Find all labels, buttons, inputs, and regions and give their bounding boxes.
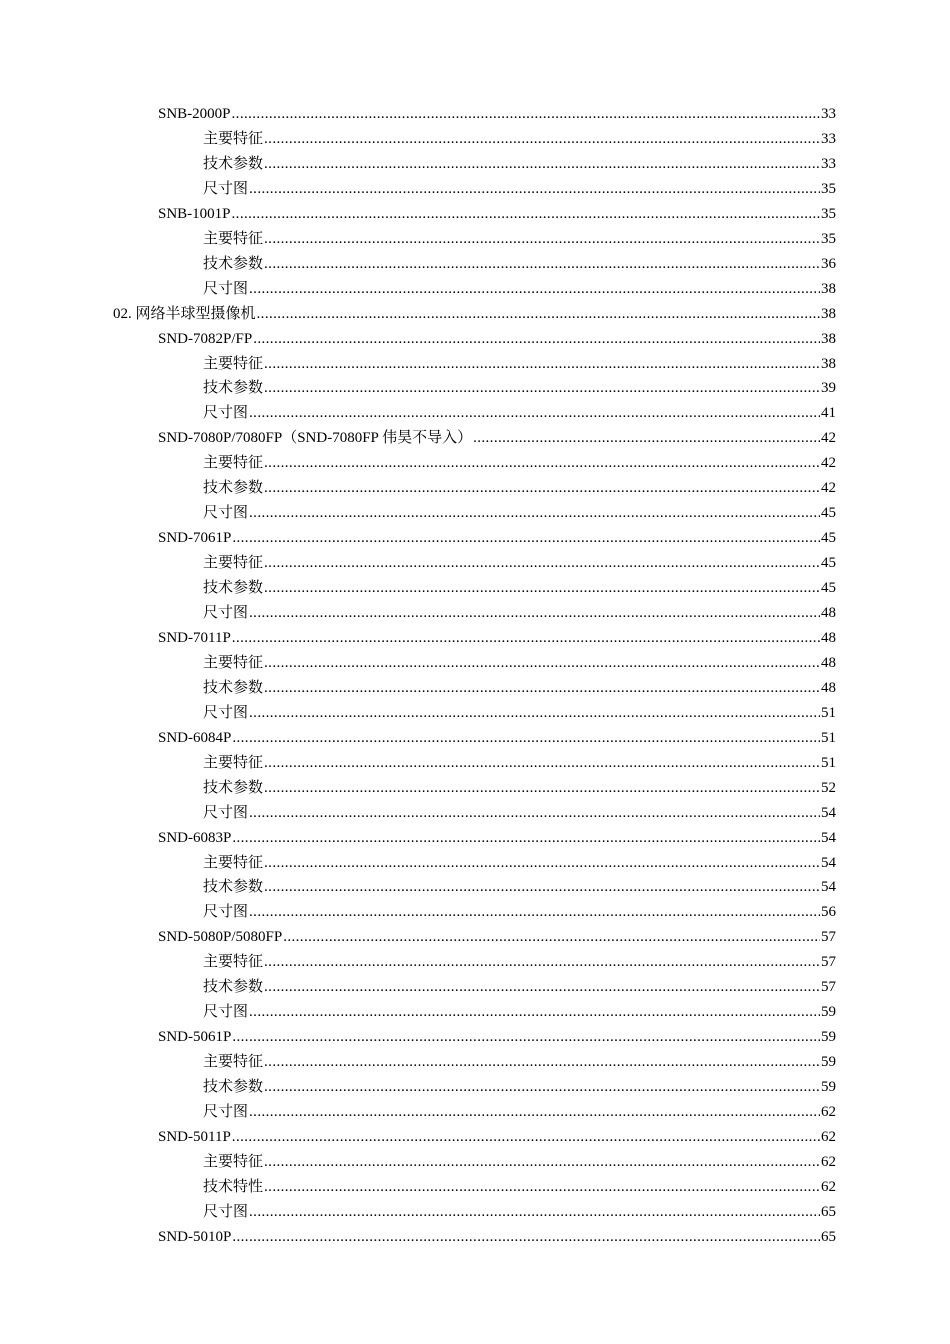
- toc-dot-leader: [264, 579, 820, 597]
- toc-dot-leader: [232, 629, 820, 647]
- toc-entry-page-number: 57: [821, 929, 836, 945]
- toc-entry-title: 尺寸图: [203, 605, 249, 621]
- toc-entry-page-number: 42: [821, 480, 836, 496]
- toc-entry-title: 技术参数: [203, 879, 264, 895]
- toc-entry[interactable]: [203, 997, 836, 1021]
- toc-entry-page-number: 48: [821, 680, 836, 696]
- toc-entry[interactable]: [203, 1097, 836, 1121]
- toc-entry[interactable]: [203, 548, 836, 572]
- toc-dot-leader: [264, 953, 820, 971]
- toc-entry-title: 尺寸图: [203, 505, 249, 521]
- toc-entry-page-number: 57: [821, 954, 836, 970]
- toc-dot-leader: [249, 1203, 820, 1221]
- toc-entry-page-number: 59: [821, 1029, 836, 1045]
- toc-entry[interactable]: [203, 448, 836, 472]
- toc-entry[interactable]: [158, 1222, 836, 1246]
- toc-entry[interactable]: [203, 1197, 836, 1221]
- toc-dot-leader: [264, 754, 820, 772]
- toc-entry-page-number: 38: [821, 356, 836, 372]
- toc-dot-leader: [264, 155, 820, 173]
- toc-entry-page-number: 62: [821, 1179, 836, 1195]
- toc-entry-page-number: 59: [821, 1079, 836, 1095]
- toc-entry-page-number: 54: [821, 805, 836, 821]
- toc-dot-leader: [264, 878, 820, 896]
- toc-entry-page-number: 38: [821, 281, 836, 297]
- toc-entry-page-number: 62: [821, 1129, 836, 1145]
- toc-dot-leader: [249, 280, 820, 298]
- toc-entry-page-number: 65: [821, 1229, 836, 1245]
- toc-entry-page-number: 52: [821, 780, 836, 796]
- toc-dot-leader: [249, 180, 820, 198]
- toc-entry[interactable]: [203, 573, 836, 597]
- toc-dot-leader: [249, 903, 820, 921]
- toc-entry-title: 尺寸图: [203, 805, 249, 821]
- toc-dot-leader: [473, 429, 820, 447]
- toc-entry-title: 主要特征: [203, 1154, 264, 1170]
- toc-entry-title: SNB-1001P: [158, 206, 231, 222]
- toc-entry-title: 主要特征: [203, 655, 264, 671]
- toc-entry-title: SND-5080P/5080FP: [158, 929, 283, 945]
- toc-entry-page-number: 36: [821, 256, 836, 272]
- toc-dot-leader: [232, 729, 820, 747]
- toc-entry-page-number: 42: [821, 455, 836, 471]
- toc-entry[interactable]: [203, 224, 836, 248]
- toc-entry-page-number: 38: [821, 331, 836, 347]
- toc-entry-title: SND-5061P: [158, 1029, 232, 1045]
- toc-entry-title: SNB-2000P: [158, 106, 231, 122]
- toc-entry[interactable]: [203, 398, 836, 422]
- toc-entry[interactable]: [203, 897, 836, 921]
- toc-entry-page-number: 45: [821, 505, 836, 521]
- toc-entry[interactable]: [113, 299, 836, 323]
- toc-entry-title: 02. 网络半球型摄像机: [113, 306, 256, 322]
- toc-entry[interactable]: [203, 698, 836, 722]
- toc-entry[interactable]: [203, 274, 836, 298]
- toc-entry-title: 尺寸图: [203, 405, 249, 421]
- toc-entry[interactable]: [203, 473, 836, 497]
- toc-entry[interactable]: [158, 423, 836, 447]
- toc-entry-page-number: 33: [821, 106, 836, 122]
- toc-entry[interactable]: [203, 1047, 836, 1071]
- toc-dot-leader: [264, 554, 820, 572]
- toc-entry-title: 尺寸图: [203, 1004, 249, 1020]
- toc-entry-title: 主要特征: [203, 356, 264, 372]
- toc-entry[interactable]: [158, 199, 836, 223]
- toc-dot-leader: [232, 529, 820, 547]
- toc-entry-page-number: 54: [821, 830, 836, 846]
- toc-entry[interactable]: [158, 723, 836, 747]
- toc-entry[interactable]: [203, 174, 836, 198]
- toc-dot-leader: [232, 1228, 820, 1246]
- toc-entry-page-number: 45: [821, 530, 836, 546]
- toc-entry-page-number: 35: [821, 206, 836, 222]
- toc-dot-leader: [264, 654, 820, 672]
- toc-entry-title: 主要特征: [203, 1054, 264, 1070]
- toc-dot-leader: [249, 704, 820, 722]
- toc-entry[interactable]: [203, 748, 836, 772]
- toc-entry-title: SND-7011P: [158, 630, 231, 646]
- toc-dot-leader: [249, 804, 820, 822]
- toc-entry[interactable]: [203, 972, 836, 996]
- toc-entry[interactable]: [203, 798, 836, 822]
- toc-entry-title: 尺寸图: [203, 281, 249, 297]
- toc-entry-title: SND-5011P: [158, 1129, 231, 1145]
- toc-dot-leader: [249, 604, 820, 622]
- toc-entry[interactable]: [158, 1122, 836, 1146]
- toc-dot-leader: [232, 105, 820, 123]
- toc-dot-leader: [264, 1153, 820, 1171]
- toc-entry-page-number: 51: [821, 705, 836, 721]
- toc-entry[interactable]: [158, 99, 836, 123]
- toc-entry-title: SND-6084P: [158, 730, 232, 746]
- toc-entry[interactable]: [203, 773, 836, 797]
- toc-entry-title: 技术特性: [203, 1179, 264, 1195]
- toc-entry[interactable]: [158, 523, 836, 547]
- toc-entry[interactable]: [203, 249, 836, 273]
- toc-dot-leader: [264, 255, 820, 273]
- toc-entry-title: SND-7080P/7080FP（SND-7080FP 伟昊不导入）: [158, 430, 473, 446]
- toc-entry-title: 主要特征: [203, 755, 264, 771]
- toc-entry[interactable]: [203, 673, 836, 697]
- toc-dot-leader: [264, 679, 820, 697]
- toc-entry-page-number: 33: [821, 156, 836, 172]
- toc-entry-title: 尺寸图: [203, 904, 249, 920]
- toc-entry-title: 主要特征: [203, 855, 264, 871]
- toc-dot-leader: [264, 779, 820, 797]
- toc-entry[interactable]: [203, 947, 836, 971]
- toc-entry-title: 技术参数: [203, 156, 264, 172]
- toc-entry[interactable]: [203, 149, 836, 173]
- toc-entry-title: SND-6083P: [158, 830, 232, 846]
- toc-entry-page-number: 45: [821, 580, 836, 596]
- toc-dot-leader: [249, 1103, 820, 1121]
- toc-entry[interactable]: [158, 922, 836, 946]
- toc-dot-leader: [283, 928, 820, 946]
- toc-entry-title: 技术参数: [203, 580, 264, 596]
- toc-entry[interactable]: [203, 1147, 836, 1171]
- toc-entry-page-number: 41: [821, 405, 836, 421]
- toc-dot-leader: [232, 205, 820, 223]
- toc-entry-title: 尺寸图: [203, 705, 249, 721]
- toc-entry-page-number: 38: [821, 306, 836, 322]
- toc-entry[interactable]: [203, 373, 836, 397]
- toc-entry[interactable]: [158, 823, 836, 847]
- toc-entry-page-number: 54: [821, 855, 836, 871]
- toc-entry-title: 尺寸图: [203, 1104, 249, 1120]
- toc-entry-title: 主要特征: [203, 231, 264, 247]
- toc-entry-page-number: 33: [821, 131, 836, 147]
- toc-entry-page-number: 48: [821, 630, 836, 646]
- toc-dot-leader: [232, 1128, 820, 1146]
- toc-dot-leader: [249, 504, 820, 522]
- toc-entry-page-number: 39: [821, 380, 836, 396]
- toc-dot-leader: [232, 829, 820, 847]
- toc-entry-page-number: 62: [821, 1154, 836, 1170]
- toc-entry-title: 技术参数: [203, 680, 264, 696]
- toc-entry-page-number: 57: [821, 979, 836, 995]
- toc-entry[interactable]: [203, 598, 836, 622]
- toc-entry-title: 技术参数: [203, 380, 264, 396]
- toc-entry[interactable]: [158, 623, 836, 647]
- toc-entry-title: 技术参数: [203, 1079, 264, 1095]
- toc-entry-page-number: 59: [821, 1054, 836, 1070]
- toc-entry-page-number: 48: [821, 655, 836, 671]
- toc-dot-leader: [249, 404, 820, 422]
- toc-entry-title: 主要特征: [203, 131, 264, 147]
- toc-entry-title: SND-7061P: [158, 530, 232, 546]
- toc-entry-title: 技术参数: [203, 979, 264, 995]
- toc-dot-leader: [264, 1053, 820, 1071]
- toc-entry[interactable]: [203, 498, 836, 522]
- toc-dot-leader: [264, 978, 820, 996]
- toc-entry-page-number: 62: [821, 1104, 836, 1120]
- toc-dot-leader: [264, 355, 820, 373]
- toc-entry-page-number: 51: [821, 730, 836, 746]
- toc-entry-page-number: 42: [821, 430, 836, 446]
- toc-dot-leader: [264, 854, 820, 872]
- toc-entry-title: 主要特征: [203, 954, 264, 970]
- toc-entry[interactable]: [158, 324, 836, 348]
- toc-entry[interactable]: [203, 848, 836, 872]
- toc-dot-leader: [264, 230, 820, 248]
- toc-entry[interactable]: [203, 1172, 836, 1196]
- toc-entry-page-number: 56: [821, 904, 836, 920]
- toc-entry-title: SND-5010P: [158, 1229, 232, 1245]
- toc-entry[interactable]: [203, 349, 836, 373]
- toc-entry[interactable]: [203, 648, 836, 672]
- toc-entry-page-number: 35: [821, 181, 836, 197]
- toc-dot-leader: [264, 479, 820, 497]
- toc-dot-leader: [257, 305, 820, 323]
- toc-entry-page-number: 54: [821, 879, 836, 895]
- toc-dot-leader: [264, 1178, 820, 1196]
- toc-entry[interactable]: [203, 1072, 836, 1096]
- toc-dot-leader: [264, 454, 820, 472]
- toc-dot-leader: [264, 130, 820, 148]
- toc-dot-leader: [264, 379, 820, 397]
- toc-entry-title: 尺寸图: [203, 181, 249, 197]
- toc-entry-title: 技术参数: [203, 780, 264, 796]
- toc-entry-page-number: 35: [821, 231, 836, 247]
- toc-entry-page-number: 45: [821, 555, 836, 571]
- toc-dot-leader: [264, 1078, 820, 1096]
- toc-entry-title: 尺寸图: [203, 1204, 249, 1220]
- toc-entry-title: 主要特征: [203, 555, 264, 571]
- toc-entry-page-number: 51: [821, 755, 836, 771]
- toc-dot-leader: [253, 330, 820, 348]
- toc-entry-title: SND-7082P/FP: [158, 331, 253, 347]
- toc-entry-title: 技术参数: [203, 480, 264, 496]
- toc-entry[interactable]: [203, 124, 836, 148]
- toc-entry-page-number: 59: [821, 1004, 836, 1020]
- toc-entry[interactable]: [158, 1022, 836, 1046]
- toc-entry-page-number: 65: [821, 1204, 836, 1220]
- toc-entry-title: 主要特征: [203, 455, 264, 471]
- toc-entry-title: 技术参数: [203, 256, 264, 272]
- toc-dot-leader: [232, 1028, 820, 1046]
- toc-entry-page-number: 48: [821, 605, 836, 621]
- toc-entry[interactable]: [203, 872, 836, 896]
- toc-dot-leader: [249, 1003, 820, 1021]
